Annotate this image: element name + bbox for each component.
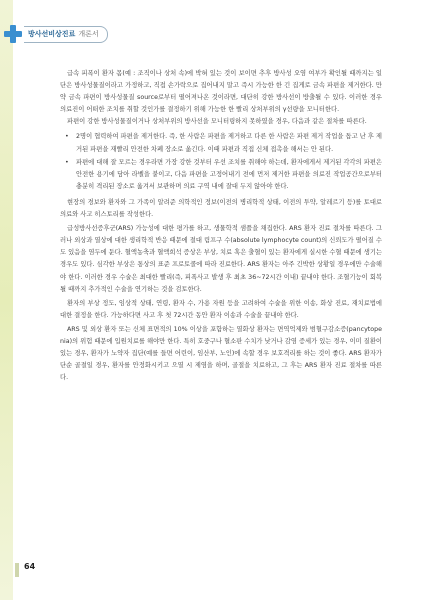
paragraph: 급속 피폭이 환자 몸(예 : 조직이나 상처 속)에 박혀 있는 것이 보이면 추후 방사성 오염 여부가 확인될 때까지는 일단은 방사성물질이라고 가정하고, 직접 손가락으로 집어내지 말고 즉시 가능한 한 긴 집게로 금속 파편을 제거한다. 만약 금속 파편이 방사성물질 source로부터 떨어져나온 것이라면, 대단히 강한 방사선이 방출될 수 있다. 이러한 경우 의료진이 어떠한 조치를 취할 것인가를 결정하기 위해 가능한 한 빨리 상처부위의 γ선량을 모니터한다. [60,70,382,114]
bullet-icon: • [65,133,69,141]
bullet-list [60,131,382,192]
list-item-text: 파편에 대해 잘 모르는 경우라면 가장 강한 것부터 우선 조치를 취해야 하는데, 환자에게서 제거된 각각의 파편은 안전한 용기에 담아 라벨을 붙이고, 다음 파편을 고정어내기 전에 먼저 제거한 파편을 의료진 작업공간으로부터 충분히 격리된 장소로 옮겨서 보관하며 의료 구역 내에 잘대 두지 않아야 한다. [76,158,382,190]
paragraph: ARS 및 외상 환자 또는 신체 표면적의 10% 이상을 포함하는 열화상 환자는 면역억제와 범혈구감소증(pancytopenia)의 위험 때문에 입원치료를 해야만 한다. 특히 호중구나 혈소판 수치가 낮거나 감염 증세가 있는 경우, 이미 질환이 있는 경우, 환자가 노약자 집단(예를 들면 어린이, 임산부, 노인)에 속할 경우 보호격리를 하는 것이 좋다. ARS 환자가 단순 골절일 경우, 환자를 안정화시키고 으열 시 제염을 하며, 골절을 치료하고, 그 후는 ARS 환자 진료 절차를 따른다. [60,325,382,382]
paragraph: 급성방사선증후군(ARS) 가능성에 대한 평가를 하고, 생물학적 샘플을 채집한다. ARS 환자 진료 절차를 따른다. 그러나 외상과 열상에 대한 생리학적 반응 때문에 절대 림프구 수(absolute lymphocyte count)의 신뢰도가 떨어질 수도 있음을 염두에 둔다. 혈액농축과 혈액희석 증상은 부상, 치료 혹은 출혈이 있는 환자에게 실시한 수혈 때문에 생기는 경우도 있다. 심각한 부상은 통상의 표준 프로토콜에 따라 진료한다. ARS 환자는 아주 긴박한 상황일 경우에만 수술해야 한다. 이러한 경우 수술은 최대한 빨리(즉, 피폭사고 발생 후 최초 36~72시간 이내) 끝내야 한다. 조혈기능이 회복될 때까지 추가적인 수술을 연기하는 것을 검토한다. [60,225,382,293]
medical-cross-icon [4,25,22,43]
paragraph: 현장의 경보와 환자와 그 가족이 알려준 의학적인 정보(이전의 병리학적 상태, 이전의 투약, 알레르기 등)를 토대로 의료와 사고 히스토리를 작성한다. [60,198,382,219]
header-tab [24,26,108,43]
list-item [60,131,382,155]
body-text [60,68,382,384]
bullet-icon: • [65,158,69,166]
running-header [0,23,300,45]
page-number: 64 [24,562,36,571]
header-title: 방사선비상진료 [28,30,76,38]
list-item-text: 2명이 협력하여 파편을 제거한다. 즉, 한 사람은 파편을 제거하고 다른 한 사람은 파편 제거 작업을 돕고 난 후 제거된 파편을 재빨리 안전한 차폐 장소로 옮긴다. 이때 파편과 직접 신체 접촉을 해서는 안 된다. [76,133,382,153]
paragraph: 환자의 부상 정도, 임상적 상태, 연령, 환자 수, 가용 자원 등을 고려하여 수술을 위한 이송, 화상 진료, 재치료법에 대한 결정을 한다. 가능하다면 사고 후 첫 72시간 동안 환자 이송과 수술을 끝내야 한다. [60,299,382,319]
page-number-marker [15,563,19,577]
left-margin-band [0,0,13,600]
paragraph: 파편이 강한 방사성물질이거나 상처부위의 방사선을 모니터링하지 못하였을 경우, 다음과 같은 절차를 따른다. [67,118,367,126]
header-subtitle: 개론서 [78,30,99,38]
list-item [60,157,382,193]
